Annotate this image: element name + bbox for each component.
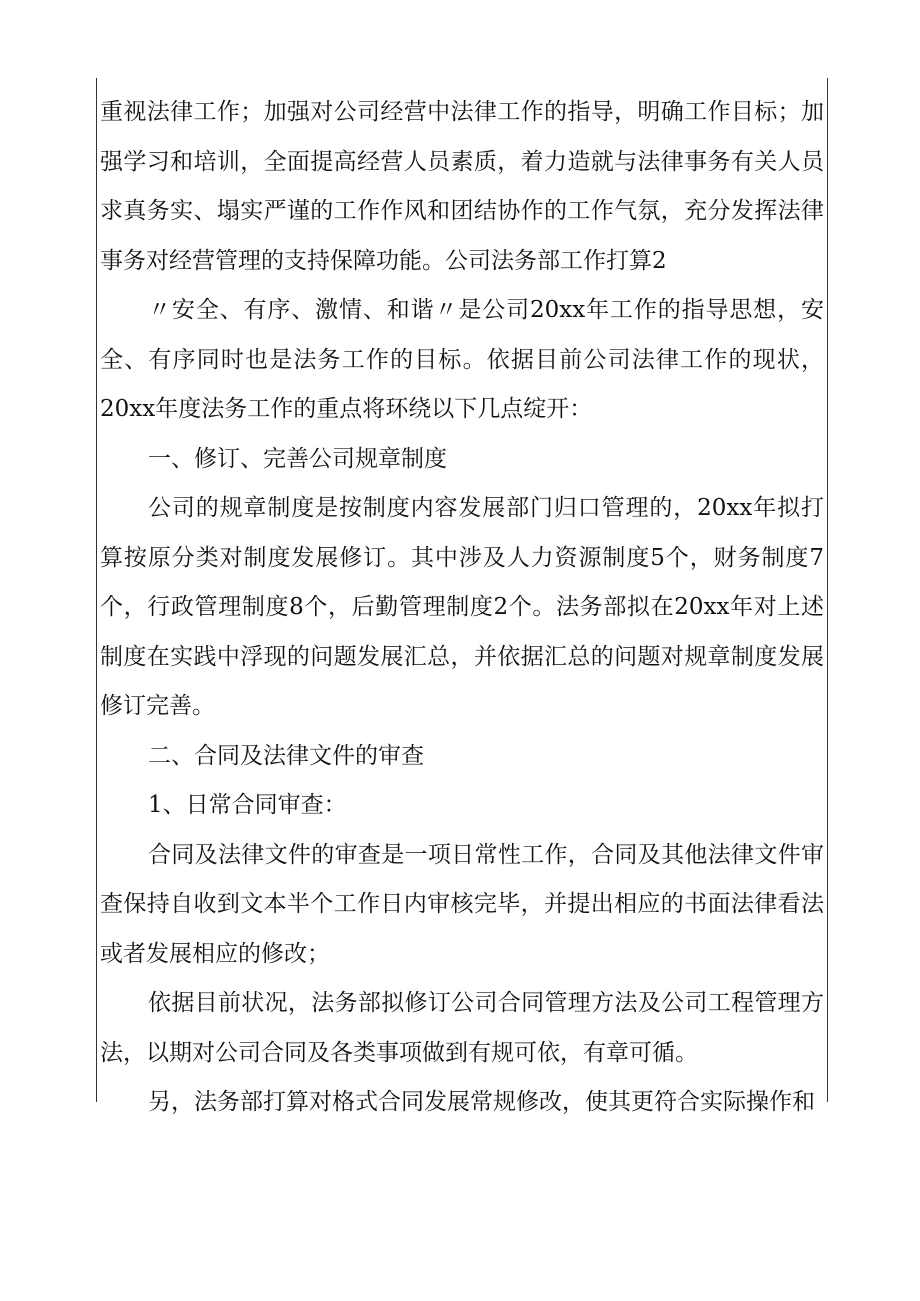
paragraph-6: 另，法务部打算对格式合同发展常规修改，使其更符合实际操作和 bbox=[148, 1089, 815, 1115]
paragraph-5: 依据目前状况，法务部拟修订公司合同管理方法及公司工程管理方法，以期对公司合同及各类事项做到有规可依，有章可循。 bbox=[100, 990, 824, 1066]
document-body bbox=[100, 88, 824, 1128]
section-heading-2: 二、合同及法律文件的审查 bbox=[148, 742, 424, 769]
paragraph-2: 〃安全、有序、激情、和谐〃是公司20xx年工作的指导思想，安全、有序同时也是法务工作的目标。依据目前公司法律工作的现状，20xx年度法务工作的重点将环绕以下几点绽开： bbox=[100, 297, 824, 422]
paragraph-3: 公司的规章制度是按制度内容发展部门归口管理的，20xx年拟打算按原分类对制度发展修订。其中涉及人力资源制度5个，财务制度7个，行政管理制度8个，后勤管理制度2个。法务部拟在20xx年对上述制度在实践中浮现的问题发展汇总，并依据汇总的问题对规章制度发展修订完善。 bbox=[100, 495, 824, 719]
paragraph-4: 合同及法律文件的审查是一项日常性工作，合同及其他法律文件审查保持自收到文本半个工作日内审核完毕，并提出相应的书面法律看法或者发展相应的修改； bbox=[100, 841, 824, 967]
subsection-heading-1: 1、日常合同审查： bbox=[148, 792, 347, 818]
section-heading-1: 一、修订、完善公司规章制度 bbox=[148, 445, 447, 472]
paragraph-1: 重视法律工作；加强对公司经营中法律工作的指导，明确工作目标；加强学习和培训，全面提高经营人员素质，着力造就与法律事务有关人员求真务实、塌实严谨的工作作风和团结协作的工作气氛，充分发挥法律事务对经营管理的支持保障功能。公司法务部工作打算2 bbox=[100, 99, 824, 274]
